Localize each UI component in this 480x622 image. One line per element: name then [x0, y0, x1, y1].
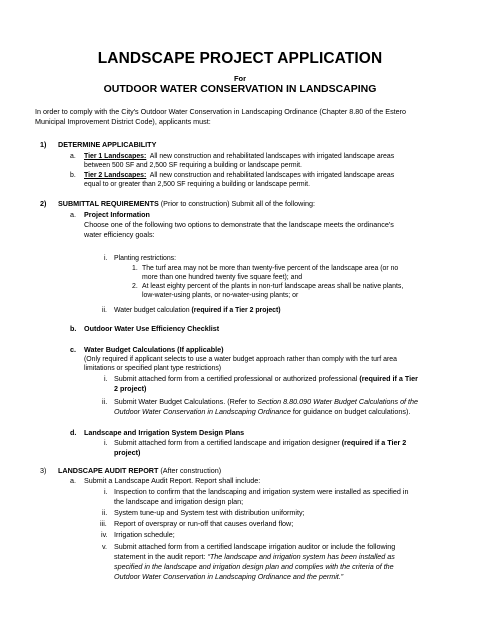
- s2d-i-bold-2: project): [114, 448, 141, 457]
- s2a-title: Project Information: [84, 210, 150, 219]
- s1-item-a-line-2: between 500 SF and 2,500 SF requiring a building or landscape permit.: [84, 162, 302, 169]
- s1-item-a-marker: a.: [70, 153, 76, 160]
- section-2-number: 2): [40, 199, 47, 208]
- s2a-marker: a.: [70, 210, 76, 219]
- s3-ii-line: System tune-up and System test with distribution uniformity;: [114, 508, 305, 517]
- s2a-i-marker: i.: [104, 255, 108, 262]
- s2c-note-1: (Only required if applicant selects to use a water budget approach rather than comply with the turf area: [84, 356, 397, 363]
- s1-item-b-line-2: equal to or greater than 2,500 SF requiring a building or landscape permit.: [84, 181, 310, 188]
- s2b-marker: b.: [70, 324, 77, 333]
- s2d-i-bold-1: (required if a Tier 2: [341, 438, 407, 447]
- s2a-desc-1: Choose one of the following two options to demonstrate that the landscape meets the ordinance's: [84, 220, 394, 229]
- s2c-ii-italic-1: Section 8.80.090 Water Budget Calculations of the: [257, 397, 419, 406]
- page-subtitle: OUTDOOR WATER CONSERVATION IN LANDSCAPING: [103, 83, 377, 95]
- s2a-i-1-line-1: The turf area may not be more than twenty-five percent of the landscape area (or no: [142, 265, 399, 272]
- s2b-title: Outdoor Water Use Efficiency Checklist: [84, 324, 220, 333]
- s2c-ii-marker: ii.: [102, 397, 108, 406]
- for-label: For: [233, 74, 247, 83]
- s2c-ii-text-2: for guidance on budget calculations).: [292, 407, 411, 416]
- s2a-i-2-marker: 2.: [132, 283, 138, 290]
- s3-i-line-2: the landscape and irrigation design plan;: [114, 497, 244, 506]
- section-1-number: 1): [40, 140, 47, 149]
- s2a-ii-text: Water budget calculation: [114, 307, 190, 314]
- s3-v-line-2b: “The landscape and irrigation system has been installed as: [207, 552, 395, 561]
- s2a-i-1-marker: 1.: [132, 265, 138, 272]
- s1-item-b-marker: b.: [70, 172, 76, 179]
- s2c-ii-line-2: [114, 407, 410, 417]
- s3-v-marker: v.: [102, 542, 108, 551]
- section-2-title: SUBMITTAL REQUIREMENTS: [58, 199, 159, 208]
- s2c-title: Water Budget Calculations (If applicable): [84, 345, 224, 354]
- s3-iii-marker: iii.: [100, 519, 107, 528]
- s2a-desc-2: water efficiency goals:: [84, 230, 155, 239]
- s2c-i-text: Submit attached form from a certified professional or authorized professional: [114, 374, 358, 383]
- s2a-i-label: Planting restrictions:: [114, 255, 177, 262]
- s2a-ii-marker: ii.: [102, 307, 107, 314]
- s3a-marker: a.: [70, 476, 76, 485]
- s2d-i-text: Submit attached form from a certified landscape and irrigation designer: [114, 438, 340, 447]
- s2c-i-bold-2: 2 project): [114, 384, 147, 393]
- s2a-ii-line: [114, 306, 281, 316]
- s2a-i-2-line-2: low-water-using plants, or no-water-using plants; or: [142, 292, 299, 299]
- tier-1-term: Tier 1 Landscapes:: [84, 153, 147, 160]
- s2a-i-1-line-2: more than one hundred twenty five square feet); and: [142, 274, 303, 281]
- s2c-ii-italic-2: Outdoor Water Conservation in Landscaping Ordinance: [114, 407, 291, 416]
- tier-2-term: Tier 2 Landscapes:: [84, 172, 147, 179]
- s3-i-line-1: Inspection to confirm that the landscaping and irrigation system were installed as specified in: [114, 487, 409, 496]
- section-2-title-suffix: (Prior to construction) Submit all of the following:: [160, 199, 315, 208]
- s3a-text: Submit a Landscape Audit Report. Report shall include:: [84, 476, 261, 485]
- s2c-marker: c.: [70, 345, 76, 354]
- page-title: LANDSCAPE PROJECT APPLICATION: [97, 50, 383, 67]
- s2c-i-bold-1: (required if a Tier: [359, 374, 418, 383]
- s2c-note-2: limitations or specified plant type restrictions): [84, 365, 222, 372]
- s2c-ii-line-1: [114, 397, 418, 407]
- s3-v-line-2a: statement in the audit report:: [114, 552, 206, 561]
- s2c-i-marker: i.: [104, 374, 108, 383]
- s3-ii-marker: ii.: [102, 508, 108, 517]
- s2a-ii-bold: (required if a Tier 2 project): [191, 307, 281, 314]
- s3-v-line-3: specified in the landscape and irrigation design plan and complies with the criteria of the: [114, 562, 394, 571]
- section-3-title-suffix: (After construction): [160, 466, 222, 475]
- intro-line-1: In order to comply with the City's Outdoor Water Conservation in Landscaping Ordinance (Chapter 8.80 of the Estero: [35, 107, 407, 116]
- s2a-i-2-line-1: At least eighty percent of the plants in non-turf landscape areas shall be native plants,: [142, 283, 404, 290]
- s3-iv-marker: iv.: [101, 530, 108, 539]
- s3-v-line-2: [114, 552, 395, 562]
- s3-iv-line: Irrigation schedule;: [114, 530, 175, 539]
- intro-line-2: Municipal Improvement District Code), applicants must:: [35, 117, 211, 126]
- s3-v-line-1: Submit attached form from a certified landscape irrigation auditor or include the following: [114, 542, 396, 551]
- section-3-number: 3): [40, 466, 47, 475]
- s3-iii-line: Report of overspray or run-off that causes overland flow;: [114, 519, 294, 528]
- s3-v-line-4: Outdoor Water Conservation in Landscaping Ordinance and the permit.”: [114, 572, 344, 581]
- s2d-i-marker: i.: [104, 438, 108, 447]
- section-1-title: DETERMINE APPLICABILITY: [58, 140, 157, 149]
- section-2-title-line: [58, 199, 315, 209]
- tier-2-text: All new construction and rehabilitated landscapes with irrigated landscape areas: [149, 172, 395, 179]
- section-3-title-line: [58, 466, 221, 476]
- section-3-title: LANDSCAPE AUDIT REPORT: [58, 466, 159, 475]
- s2c-i-line-1: [114, 374, 418, 384]
- s2d-marker: d.: [70, 428, 77, 437]
- s2d-i-line-1: [114, 438, 406, 448]
- tier-1-text: All new construction and rehabilitated landscapes with irrigated landscape areas: [149, 153, 395, 160]
- s3-i-marker: i.: [104, 487, 108, 496]
- s2d-title: Landscape and Irrigation System Design Plans: [84, 428, 245, 437]
- s2c-ii-text-1: Submit Water Budget Calculations. (Refer to: [114, 397, 256, 406]
